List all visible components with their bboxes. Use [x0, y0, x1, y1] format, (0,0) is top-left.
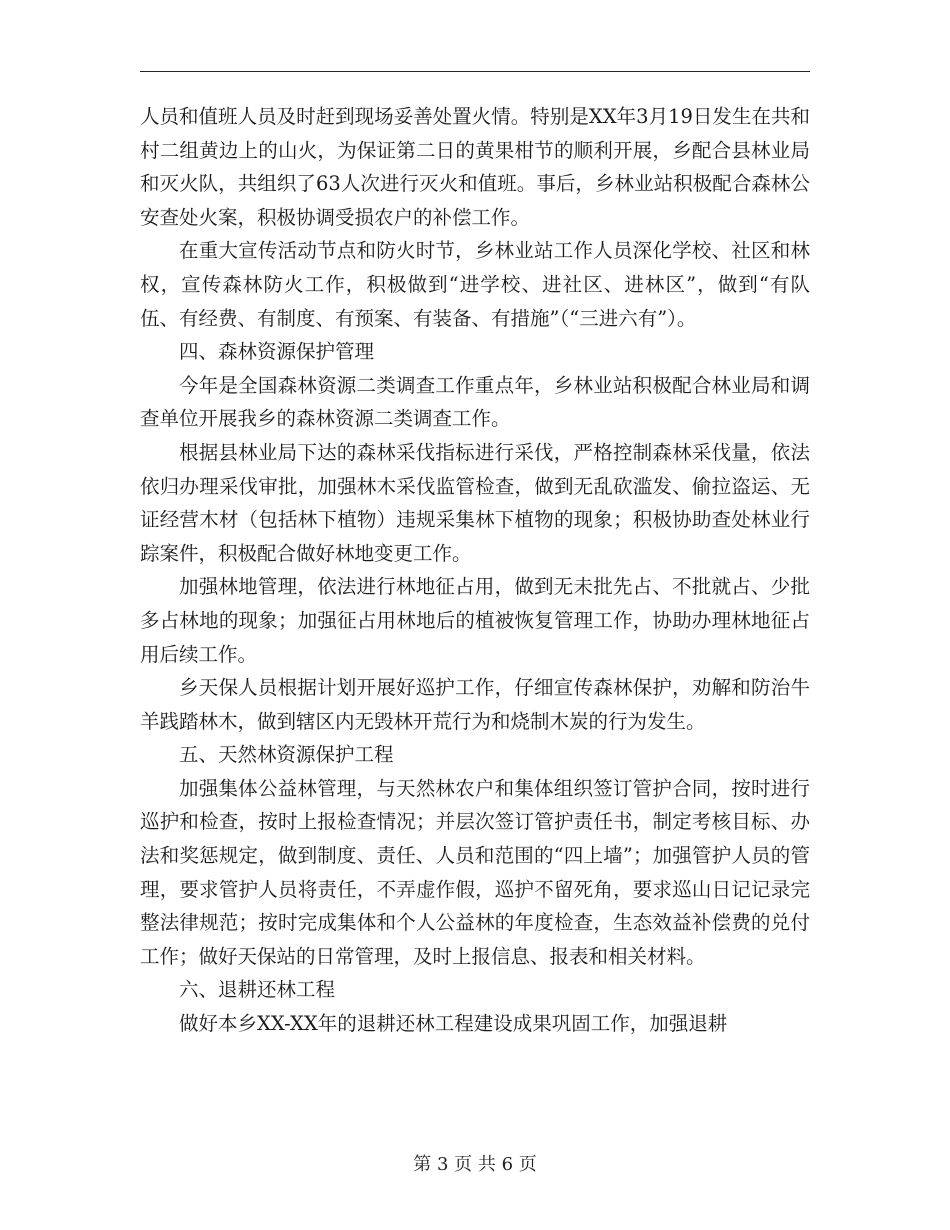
- paragraph: 在重大宣传活动节点和防火时节，乡林业站工作人员深化学校、社区和林权，宣传森林防火工作，积极做到“进学校、进社区、进林区”，做到“有队伍、有经费、有制度、有预案、有装备、有措施”（“三进六有”）。: [140, 239, 810, 330]
- paragraph: 四、森林资源保护管理: [179, 340, 375, 364]
- paragraph: 做好本乡XX-XX年的退耕还林工程建设成果巩固工作，加强退耕: [179, 1012, 728, 1036]
- page-footer: 第 3 页 共 6 页: [413, 1154, 537, 1175]
- document-body: [140, 100, 810, 1041]
- header-rule: [140, 71, 810, 72]
- paragraph: 根据县林业局下达的森林采伐指标进行采伐，严格控制森林采伐量，依法依归办理采伐审批，加强林木采伐监管检查，做到无乱砍滥发、偷拉盗运、无证经营木材（包括林下植物）违规采集林下植物的现象；积极协助查处林业行踪案件，积极配合做好林地变更工作。: [140, 440, 810, 565]
- paragraph: 六、退耕还林工程: [179, 978, 336, 1002]
- paragraph: 加强林地管理，依法进行林地征占用，做到无未批先占、不批就占、少批多占林地的现象；加强征占用林地后的植被恢复管理工作，协助办理林地征占用后续工作。: [140, 575, 810, 666]
- paragraph: 五、天然林资源保护工程: [179, 743, 394, 767]
- paragraph: 今年是全国森林资源二类调查工作重点年，乡林业站积极配合林业局和调查单位开展我乡的森林资源二类调查工作。: [140, 373, 810, 431]
- paragraph: 乡天保人员根据计划开展好巡护工作，仔细宣传森林保护，劝解和防治牛羊践踏林木，做到辖区内无毁林开荒行为和烧制木炭的行为发生。: [140, 676, 810, 733]
- paragraph: 加强集体公益林管理，与天然林农户和集体组织签订管护合同，按时进行巡护和检查，按时上报检查情况；并层次签订管护责任书，制定考核目标、办法和奖惩规定，做到制度、责任、人员和范围的“四上墙”；加强管护人员的管理，要求管护人员将责任，不弄虚作假，巡护不留死角，要求巡山日记记录完整法律规范；按时完成集体和个人公益林的年度检查，生态效益补偿费的兑付工作；做好天保站的日常管理，及时上报信息、报表和相关材料。: [140, 776, 810, 968]
- paragraph: 人员和值班人员及时赶到现场妥善处置火情。特别是XX年3月19日发生在共和村二组黄边上的山火，为保证第二日的黄果柑节的顺利开展，乡配合县林业局和灭火队，共组织了63人次进行灭火和值班。事后，乡林业站积极配合森林公安查处火案，积极协调受损农户的补偿工作。: [140, 105, 810, 229]
